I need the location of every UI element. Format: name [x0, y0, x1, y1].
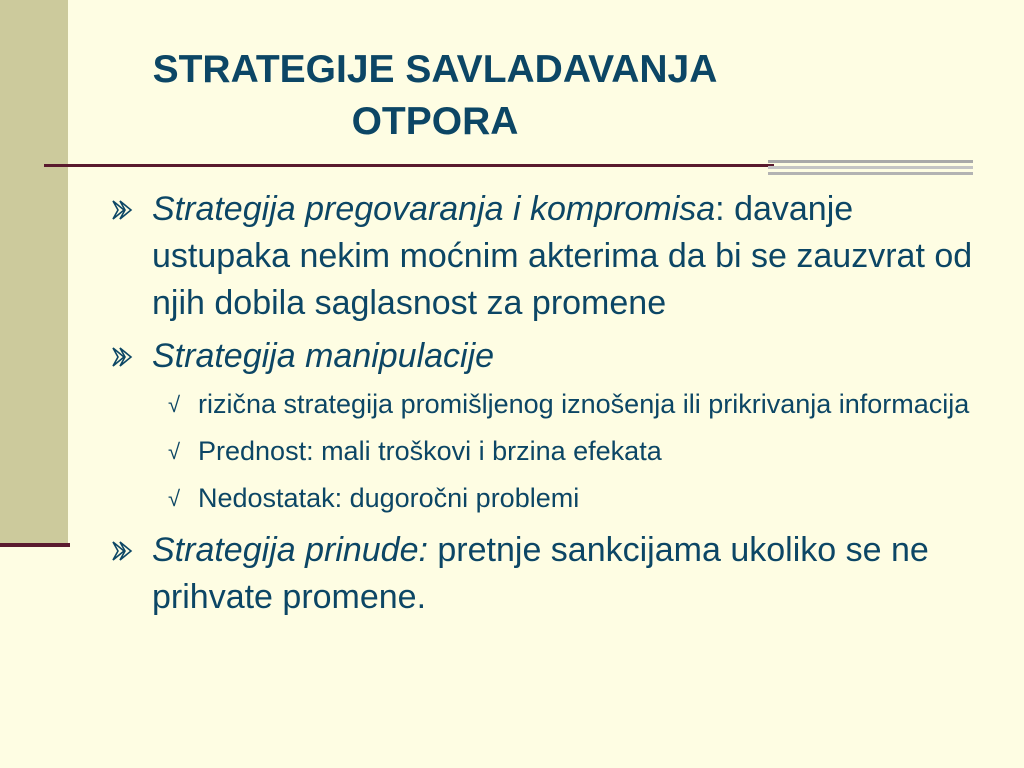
check-mark-icon: √ — [168, 486, 181, 511]
sub-bullet-item — [110, 386, 990, 423]
slide-title — [70, 44, 800, 148]
title-divider — [44, 164, 774, 167]
bullet-item — [110, 527, 990, 621]
sub-bullet-text: Prednost: mali troškovi i brzina efekata — [198, 436, 662, 466]
slide-body — [110, 186, 990, 627]
left-bar-underline — [0, 543, 70, 547]
sub-bullet-item — [110, 433, 990, 470]
divider-accent-stripes — [768, 160, 973, 176]
bullet-item — [110, 186, 990, 327]
bullet-lead: Strategija pregovaranja i kompromisa — [152, 190, 716, 228]
sub-bullet-text: rizična strategija promišljenog iznošenja ili prikrivanja informacija — [198, 389, 970, 419]
check-mark-icon: √ — [168, 439, 181, 464]
bullet-lead: Strategija prinude: — [152, 531, 428, 569]
check-mark-icon: √ — [168, 392, 181, 417]
arrow-bullet-icon — [110, 344, 136, 370]
sub-bullet-text: Nedostatak: dugoročni problemi — [198, 483, 580, 513]
left-decorative-bar — [0, 0, 68, 546]
bullet-lead: Strategija manipulacije — [152, 337, 495, 375]
title-line-2: OTPORA — [351, 100, 519, 143]
bullet-text: pretnje sankcijama ukoliko se ne prihvate promene. — [152, 531, 929, 616]
bullet-text: : davanje ustupaka nekim moćnim akterima da bi se zauzvrat od njih dobila saglasnost za promene — [152, 190, 973, 322]
arrow-bullet-icon — [110, 538, 136, 564]
arrow-bullet-icon — [110, 197, 136, 223]
title-line-1: STRATEGIJE SAVLADAVANJA — [152, 48, 718, 91]
sub-bullet-item — [110, 480, 990, 517]
bullet-item — [110, 333, 990, 380]
